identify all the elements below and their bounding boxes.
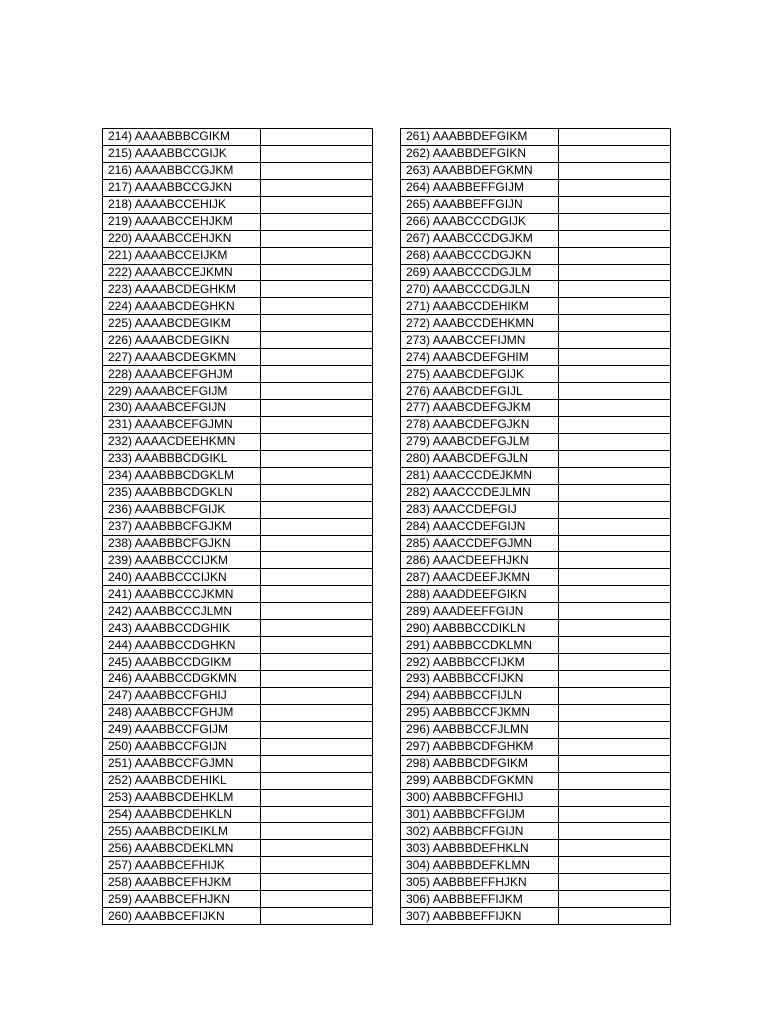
- table-row: [103, 687, 373, 704]
- combination-label: 278) AAABCDEFGJKN: [401, 416, 559, 433]
- table-row: [401, 467, 671, 484]
- combination-label: 295) AABBBCCFJKMN: [401, 704, 559, 721]
- combination-label: 269) AAABCCCDGJLM: [401, 264, 559, 281]
- combination-label: 296) AABBBCCFJLMN: [401, 721, 559, 738]
- table-row: [401, 213, 671, 230]
- blank-answer-cell: [261, 281, 373, 298]
- blank-answer-cell: [559, 315, 671, 332]
- table-row: [401, 789, 671, 806]
- blank-answer-cell: [261, 654, 373, 671]
- blank-answer-cell: [559, 247, 671, 264]
- combination-label: 226) AAAABCDEGIKN: [103, 332, 261, 349]
- combination-label: 276) AAABCDEFGIJL: [401, 383, 559, 400]
- combination-label: 267) AAABCCCDGJKM: [401, 230, 559, 247]
- table-row: [103, 772, 373, 789]
- combination-label: 302) AABBBCFFGIJN: [401, 823, 559, 840]
- table-row: [401, 349, 671, 366]
- table-row: [401, 654, 671, 671]
- combination-label: 248) AAABBCCFGHJM: [103, 704, 261, 721]
- blank-answer-cell: [559, 704, 671, 721]
- combination-label: 240) AAABBCCCIJKN: [103, 569, 261, 586]
- blank-answer-cell: [559, 840, 671, 857]
- table-row: [103, 501, 373, 518]
- combination-label: 298) AABBBCDFGIKM: [401, 755, 559, 772]
- combination-label: 281) AAACCCDEJKMN: [401, 467, 559, 484]
- table-row: [401, 908, 671, 925]
- combination-label: 262) AAABBDEFGIKN: [401, 145, 559, 162]
- blank-answer-cell: [261, 400, 373, 417]
- table-row: [401, 129, 671, 146]
- combination-label: 230) AAAABCEFGIJN: [103, 400, 261, 417]
- blank-answer-cell: [261, 908, 373, 925]
- combination-label: 294) AABBBCCFIJLN: [401, 687, 559, 704]
- combination-label: 219) AAAABCCEHJKM: [103, 213, 261, 230]
- blank-answer-cell: [559, 416, 671, 433]
- combination-label: 290) AABBBCCDIKLN: [401, 620, 559, 637]
- combination-label: 243) AAABBCCDGHIK: [103, 620, 261, 637]
- combination-label: 254) AAABBCDEHKLN: [103, 806, 261, 823]
- blank-answer-cell: [559, 298, 671, 315]
- blank-answer-cell: [261, 586, 373, 603]
- table-row: [401, 196, 671, 213]
- table-row: [103, 755, 373, 772]
- table-row: [103, 145, 373, 162]
- combination-label: 301) AABBBCFFGIJM: [401, 806, 559, 823]
- table-row: [401, 603, 671, 620]
- combination-label: 303) AABBBDEFHKLN: [401, 840, 559, 857]
- blank-answer-cell: [261, 535, 373, 552]
- combination-label: 222) AAAABCCEJKMN: [103, 264, 261, 281]
- blank-answer-cell: [559, 196, 671, 213]
- blank-answer-cell: [559, 230, 671, 247]
- blank-answer-cell: [261, 772, 373, 789]
- combination-label: 237) AAABBBCFGJKM: [103, 518, 261, 535]
- table-row: [401, 315, 671, 332]
- combination-label: 235) AAABBBCDGKLN: [103, 484, 261, 501]
- blank-answer-cell: [261, 501, 373, 518]
- combination-label: 261) AAABBDEFGIKM: [401, 129, 559, 146]
- blank-answer-cell: [559, 687, 671, 704]
- table-row: [103, 891, 373, 908]
- blank-answer-cell: [559, 874, 671, 891]
- blank-answer-cell: [559, 569, 671, 586]
- combination-label: 265) AAABBEFFGIJN: [401, 196, 559, 213]
- blank-answer-cell: [261, 518, 373, 535]
- table-row: [401, 230, 671, 247]
- table-row: [401, 179, 671, 196]
- table-row: [401, 806, 671, 823]
- combination-label: 250) AAABBCCFGIJN: [103, 738, 261, 755]
- combination-label: 223) AAAABCDEGHKM: [103, 281, 261, 298]
- blank-answer-cell: [261, 264, 373, 281]
- table-row: [401, 874, 671, 891]
- blank-answer-cell: [559, 366, 671, 383]
- combination-label: 305) AABBBEFFHJKN: [401, 874, 559, 891]
- blank-answer-cell: [559, 332, 671, 349]
- blank-answer-cell: [261, 247, 373, 264]
- table-row: [401, 755, 671, 772]
- blank-answer-cell: [559, 620, 671, 637]
- blank-answer-cell: [261, 637, 373, 654]
- table-row: [401, 433, 671, 450]
- table-row: [103, 196, 373, 213]
- blank-answer-cell: [261, 416, 373, 433]
- table-row: [103, 315, 373, 332]
- blank-answer-cell: [559, 450, 671, 467]
- table-row: [103, 433, 373, 450]
- blank-answer-cell: [261, 366, 373, 383]
- combination-label: 271) AAABCCDEHIKM: [401, 298, 559, 315]
- blank-answer-cell: [559, 637, 671, 654]
- table-row: [401, 484, 671, 501]
- blank-answer-cell: [559, 129, 671, 146]
- blank-answer-cell: [559, 162, 671, 179]
- table-row: [103, 654, 373, 671]
- combination-label: 304) AABBBDEFKLMN: [401, 857, 559, 874]
- table-row: [103, 738, 373, 755]
- table-row: [401, 857, 671, 874]
- blank-answer-cell: [261, 603, 373, 620]
- blank-answer-cell: [261, 789, 373, 806]
- table-row: [401, 671, 671, 688]
- combination-label: 275) AAABCDEFGIJK: [401, 366, 559, 383]
- combination-label: 233) AAABBBCDGIKL: [103, 450, 261, 467]
- blank-answer-cell: [261, 129, 373, 146]
- table-row: [401, 620, 671, 637]
- combination-label: 215) AAAABBCCGIJK: [103, 145, 261, 162]
- combination-label: 249) AAABBCCFGIJM: [103, 721, 261, 738]
- table-row: [103, 671, 373, 688]
- blank-answer-cell: [559, 383, 671, 400]
- blank-answer-cell: [261, 721, 373, 738]
- left-combination-table: [102, 128, 373, 925]
- table-row: [103, 416, 373, 433]
- table-row: [103, 535, 373, 552]
- combination-label: 283) AAACCDEFGIJ: [401, 501, 559, 518]
- table-row: [401, 450, 671, 467]
- blank-answer-cell: [559, 772, 671, 789]
- table-row: [401, 383, 671, 400]
- combination-label: 288) AAADDEEFGIKN: [401, 586, 559, 603]
- blank-answer-cell: [261, 213, 373, 230]
- combination-label: 306) AABBBEFFIJKM: [401, 891, 559, 908]
- blank-answer-cell: [559, 738, 671, 755]
- blank-answer-cell: [261, 298, 373, 315]
- table-row: [401, 840, 671, 857]
- blank-answer-cell: [559, 433, 671, 450]
- combination-label: 264) AAABBEFFGIJM: [401, 179, 559, 196]
- combination-label: 242) AAABBCCCJLMN: [103, 603, 261, 620]
- table-row: [103, 637, 373, 654]
- combination-label: 297) AABBBCDFGHKM: [401, 738, 559, 755]
- blank-answer-cell: [261, 196, 373, 213]
- table-row: [103, 213, 373, 230]
- combination-label: 246) AAABBCCDGKMN: [103, 671, 261, 688]
- blank-answer-cell: [261, 874, 373, 891]
- table-row: [401, 552, 671, 569]
- table-row: [401, 687, 671, 704]
- table-row: [401, 772, 671, 789]
- table-row: [401, 416, 671, 433]
- table-row: [103, 552, 373, 569]
- blank-answer-cell: [261, 891, 373, 908]
- table-row: [401, 721, 671, 738]
- blank-answer-cell: [559, 603, 671, 620]
- table-row: [401, 518, 671, 535]
- table-row: [401, 569, 671, 586]
- table-row: [401, 891, 671, 908]
- table-row: [103, 366, 373, 383]
- combination-label: 284) AAACCDEFGIJN: [401, 518, 559, 535]
- table-row: [401, 637, 671, 654]
- combination-label: 268) AAABCCCDGJKN: [401, 247, 559, 264]
- combination-label: 229) AAAABCEFGIJM: [103, 383, 261, 400]
- combination-label: 228) AAAABCEFGHJM: [103, 366, 261, 383]
- blank-answer-cell: [261, 806, 373, 823]
- combination-label: 251) AAABBCCFGJMN: [103, 755, 261, 772]
- combination-label: 280) AAABCDEFGJLN: [401, 450, 559, 467]
- blank-answer-cell: [559, 908, 671, 925]
- blank-answer-cell: [261, 450, 373, 467]
- combination-label: 244) AAABBCCDGHKN: [103, 637, 261, 654]
- blank-answer-cell: [559, 535, 671, 552]
- combination-label: 289) AAADEEFFGIJN: [401, 603, 559, 620]
- table-row: [103, 603, 373, 620]
- combination-label: 259) AAABBCEFHJKN: [103, 891, 261, 908]
- combination-label: 224) AAAABCDEGHKN: [103, 298, 261, 315]
- combination-label: 227) AAAABCDEGKMN: [103, 349, 261, 366]
- table-row: [103, 908, 373, 925]
- combination-label: 247) AAABBCCFGHIJ: [103, 687, 261, 704]
- blank-answer-cell: [559, 721, 671, 738]
- combination-label: 252) AAABBCDEHIKL: [103, 772, 261, 789]
- table-row: [401, 366, 671, 383]
- blank-answer-cell: [559, 755, 671, 772]
- blank-answer-cell: [261, 467, 373, 484]
- blank-answer-cell: [261, 179, 373, 196]
- blank-answer-cell: [559, 484, 671, 501]
- combination-label: 291) AABBBCCDKLMN: [401, 637, 559, 654]
- blank-answer-cell: [559, 891, 671, 908]
- table-row: [401, 162, 671, 179]
- combination-label: 218) AAAABCCEHIJK: [103, 196, 261, 213]
- blank-answer-cell: [559, 806, 671, 823]
- table-row: [103, 332, 373, 349]
- blank-answer-cell: [261, 823, 373, 840]
- combination-label: 273) AAABCCEFIJMN: [401, 332, 559, 349]
- combination-label: 221) AAAABCCEIJKM: [103, 247, 261, 264]
- combination-label: 272) AAABCCDEHKMN: [401, 315, 559, 332]
- table-row: [103, 400, 373, 417]
- table-row: [103, 450, 373, 467]
- table-row: [103, 518, 373, 535]
- blank-answer-cell: [261, 315, 373, 332]
- table-row: [103, 721, 373, 738]
- blank-answer-cell: [261, 738, 373, 755]
- table-row: [401, 145, 671, 162]
- table-row: [103, 179, 373, 196]
- table-row: [103, 383, 373, 400]
- blank-answer-cell: [559, 145, 671, 162]
- right-table-body: [401, 129, 671, 925]
- combination-label: 277) AAABCDEFGJKM: [401, 400, 559, 417]
- table-row: [103, 806, 373, 823]
- combination-label: 299) AABBBCDFGKMN: [401, 772, 559, 789]
- combination-label: 279) AAABCDEFGJLM: [401, 433, 559, 450]
- table-row: [401, 332, 671, 349]
- right-combination-table: [400, 128, 671, 925]
- blank-answer-cell: [559, 789, 671, 806]
- table-row: [401, 704, 671, 721]
- blank-answer-cell: [261, 552, 373, 569]
- table-row: [401, 281, 671, 298]
- table-row: [103, 840, 373, 857]
- combination-label: 282) AAACCCDEJLMN: [401, 484, 559, 501]
- table-row: [103, 620, 373, 637]
- table-row: [103, 281, 373, 298]
- left-table-body: [103, 129, 373, 925]
- blank-answer-cell: [261, 162, 373, 179]
- combination-label: 216) AAAABBCCGJKM: [103, 162, 261, 179]
- combination-label: 241) AAABBCCCJKMN: [103, 586, 261, 603]
- combination-label: 292) AABBBCCFIJKM: [401, 654, 559, 671]
- table-row: [103, 230, 373, 247]
- blank-answer-cell: [261, 704, 373, 721]
- blank-answer-cell: [559, 213, 671, 230]
- blank-answer-cell: [559, 586, 671, 603]
- blank-answer-cell: [261, 383, 373, 400]
- combination-label: 256) AAABBCDEKLMN: [103, 840, 261, 857]
- combination-label: 300) AABBBCFFGHIJ: [401, 789, 559, 806]
- blank-answer-cell: [261, 755, 373, 772]
- blank-answer-cell: [559, 179, 671, 196]
- combination-label: 274) AAABCDEFGHIM: [401, 349, 559, 366]
- blank-answer-cell: [559, 501, 671, 518]
- blank-answer-cell: [559, 467, 671, 484]
- combination-label: 245) AAABBCCDGIKM: [103, 654, 261, 671]
- blank-answer-cell: [261, 230, 373, 247]
- combination-label: 232) AAAACDEEHKMN: [103, 433, 261, 450]
- table-row: [103, 874, 373, 891]
- combination-label: 257) AAABBCEFHIJK: [103, 857, 261, 874]
- blank-answer-cell: [261, 484, 373, 501]
- blank-answer-cell: [559, 349, 671, 366]
- blank-answer-cell: [559, 823, 671, 840]
- table-row: [103, 569, 373, 586]
- table-row: [401, 823, 671, 840]
- table-row: [103, 264, 373, 281]
- blank-answer-cell: [559, 671, 671, 688]
- blank-answer-cell: [261, 433, 373, 450]
- table-row: [401, 298, 671, 315]
- combination-label: 220) AAAABCCEHJKN: [103, 230, 261, 247]
- table-row: [401, 501, 671, 518]
- combination-label: 225) AAAABCDEGIKM: [103, 315, 261, 332]
- combination-label: 258) AAABBCEFHJKM: [103, 874, 261, 891]
- blank-answer-cell: [559, 857, 671, 874]
- blank-answer-cell: [559, 654, 671, 671]
- blank-answer-cell: [261, 332, 373, 349]
- blank-answer-cell: [559, 264, 671, 281]
- blank-answer-cell: [261, 620, 373, 637]
- combination-label: 236) AAABBBCFGIJK: [103, 501, 261, 518]
- combination-label: 238) AAABBBCFGJKN: [103, 535, 261, 552]
- combination-label: 239) AAABBCCCIJKM: [103, 552, 261, 569]
- combination-label: 260) AAABBCEFIJKN: [103, 908, 261, 925]
- combination-label: 285) AAACCDEFGJMN: [401, 535, 559, 552]
- table-row: [103, 857, 373, 874]
- combination-label: 270) AAABCCCDGJLN: [401, 281, 559, 298]
- blank-answer-cell: [559, 400, 671, 417]
- table-row: [103, 298, 373, 315]
- table-row: [103, 823, 373, 840]
- table-row: [401, 738, 671, 755]
- combination-label: 231) AAAABCEFGJMN: [103, 416, 261, 433]
- blank-answer-cell: [261, 687, 373, 704]
- table-row: [103, 789, 373, 806]
- table-row: [103, 349, 373, 366]
- table-row: [103, 704, 373, 721]
- table-row: [103, 484, 373, 501]
- combination-label: 234) AAABBBCDGKLM: [103, 467, 261, 484]
- blank-answer-cell: [261, 857, 373, 874]
- combination-label: 255) AAABBCDEIKLM: [103, 823, 261, 840]
- table-row: [401, 535, 671, 552]
- table-row: [401, 264, 671, 281]
- combination-label: 307) AABBBEFFIJKN: [401, 908, 559, 925]
- combination-label: 263) AAABBDEFGKMN: [401, 162, 559, 179]
- blank-answer-cell: [559, 552, 671, 569]
- table-row: [103, 586, 373, 603]
- table-row: [103, 129, 373, 146]
- combination-label: 266) AAABCCCDGIJK: [401, 213, 559, 230]
- combination-label: 287) AAACDEEFJKMN: [401, 569, 559, 586]
- table-row: [103, 162, 373, 179]
- blank-answer-cell: [261, 671, 373, 688]
- combination-label: 217) AAAABBCCGJKN: [103, 179, 261, 196]
- combination-label: 253) AAABBCDEHKLM: [103, 789, 261, 806]
- combination-label: 286) AAACDEEFHJKN: [401, 552, 559, 569]
- table-row: [401, 247, 671, 264]
- table-row: [103, 467, 373, 484]
- blank-answer-cell: [261, 840, 373, 857]
- combination-label: 293) AABBBCCFIJKN: [401, 671, 559, 688]
- combination-label: 214) AAAABBBCGIKM: [103, 129, 261, 146]
- blank-answer-cell: [559, 518, 671, 535]
- blank-answer-cell: [261, 145, 373, 162]
- blank-answer-cell: [261, 349, 373, 366]
- table-row: [401, 400, 671, 417]
- blank-answer-cell: [261, 569, 373, 586]
- blank-answer-cell: [559, 281, 671, 298]
- table-row: [401, 586, 671, 603]
- table-row: [103, 247, 373, 264]
